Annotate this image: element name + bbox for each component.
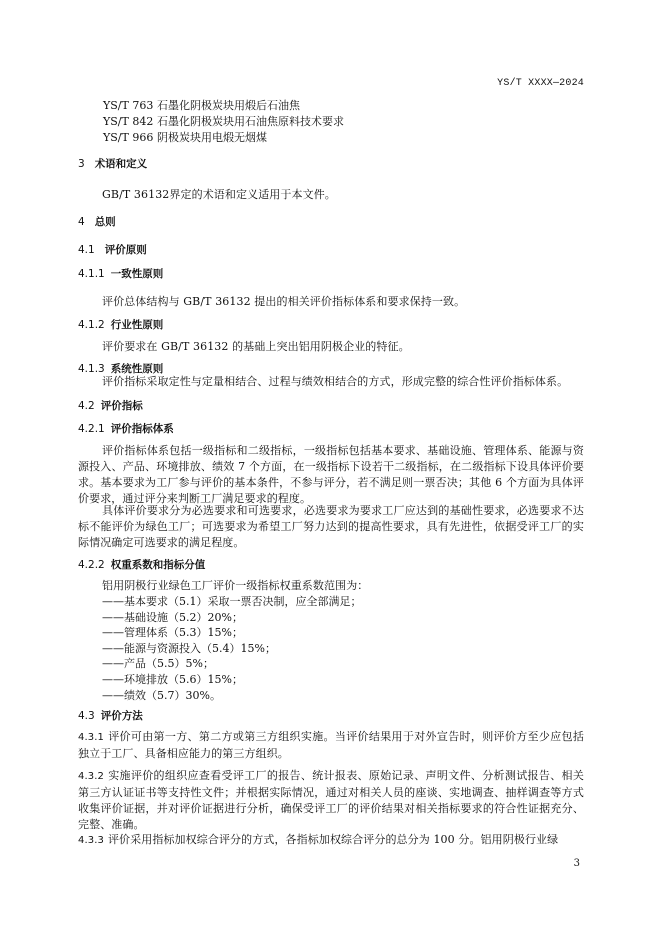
section-number: 4.2 bbox=[78, 400, 95, 412]
section-number: 4.3.2 bbox=[78, 771, 104, 782]
reference-item bbox=[103, 98, 344, 114]
section-number: 4.3.3 bbox=[78, 835, 104, 846]
reference-code: YS/T 966 bbox=[103, 131, 154, 144]
section-number: 4.2.1 bbox=[78, 423, 105, 435]
section-4-heading bbox=[78, 214, 584, 230]
list-item: ——能源与资源投入（5.4）15%； bbox=[102, 641, 276, 655]
section-4-3-1-paragraph bbox=[78, 729, 584, 762]
weight-list bbox=[102, 594, 362, 703]
section-4-3-heading bbox=[78, 708, 584, 724]
section-4-2-1-paragraph-2: 具体评价要求分为必选要求和可选要求，必选要求为要求工厂应达到的基础性要求，必选要求不达标不能评价为绿色工厂；可选要求为希望工厂努力达到的提高性要求，具有先进性，依据受评工厂的实际情况确定可选要求的满足程度。 bbox=[78, 504, 584, 549]
section-4-1-2-body: 评价要求在 GB/T 36132 的基础上突出铝用阴极企业的特征。 bbox=[102, 340, 410, 353]
page-number: 3 bbox=[573, 858, 580, 869]
reference-code: YS/T 763 bbox=[103, 99, 154, 112]
section-4-1-heading bbox=[78, 242, 584, 258]
reference-title: 石墨化阴极炭块用煅后石油焦 bbox=[157, 99, 300, 112]
section-4-1-1-body: 评价总体结构与 GB/T 36132 提出的相关评价指标体系和要求保持一致。 bbox=[102, 295, 466, 308]
paragraph-text: 实施评价的组织应查看受评工厂的报告、统计报表、原始记录、声明文件、分析测试报告、相关第三方认证证书等支持性文件；并根据实际情况，通过对相关人员的座谈、实地调查、抽样调查等方式收集评价证据，并对评价证据进行分析，确保受评工厂的评价结果对相关指标要求的符合性证据充分、完整、准确。 bbox=[78, 769, 584, 831]
section-title: 系统性原则 bbox=[110, 363, 164, 375]
section-title: 术语和定义 bbox=[94, 158, 148, 170]
section-number: 4 bbox=[78, 216, 85, 228]
paragraph-text: 评价可由第一方、第二方或第三方组织实施。当评价结果用于对外宣告时，则评价方至少应包括独立于工厂、具备相应能力的第三方组织。 bbox=[78, 730, 584, 760]
weight-intro: 铝用阴极行业绿色工厂评价一级指标权重系数范围为： bbox=[102, 579, 369, 592]
section-4-1-2-heading bbox=[78, 317, 584, 333]
section-title: 权重系数和指标分值 bbox=[110, 559, 206, 571]
section-number: 4.3 bbox=[78, 710, 95, 722]
section-title: 一致性原则 bbox=[110, 268, 164, 280]
section-number: 3 bbox=[78, 158, 85, 170]
reference-code: YS/T 842 bbox=[103, 115, 154, 128]
list-item: ——绩效（5.7）30%。 bbox=[102, 688, 221, 702]
reference-title: 石墨化阴极炭块用石油焦原料技术要求 bbox=[157, 115, 344, 128]
reference-item bbox=[103, 130, 344, 146]
section-4-2-1-paragraph-1: 评价指标体系包括一级指标和二级指标，一级指标包括基本要求、基础设施、管理体系、能源与资源投入、产品、环境排放、绩效 7 个方面，在一级指标下设若干二级指标，在二级指标下设具体评价要求。基本要求为工厂参与评价的基本条件，不参与评分，若不满足则一票否决；其他 6 个方面为具体评价要求，通过评分来判断工厂满足要求的程度。 bbox=[78, 444, 584, 505]
reference-item bbox=[103, 114, 344, 130]
section-3-heading bbox=[78, 156, 584, 172]
section-4-1-3-body: 评价指标采取定性与定量相结合、过程与绩效相结合的方式，形成完整的综合性评价指标体系。 bbox=[102, 375, 569, 388]
section-4-3-3-paragraph bbox=[78, 832, 584, 849]
section-number: 4.2.2 bbox=[78, 559, 105, 571]
section-4-2-2-heading bbox=[78, 557, 584, 573]
document-code-header: YS/T XXXX—2024 bbox=[497, 78, 584, 89]
normative-reference-list bbox=[103, 98, 344, 146]
section-3-body: GB/T 36132界定的术语和定义适用于本文件。 bbox=[102, 188, 336, 201]
list-item: ——产品（5.5）5%； bbox=[102, 657, 214, 671]
section-number: 4.1 bbox=[78, 244, 95, 256]
section-number: 4.1.1 bbox=[78, 268, 105, 280]
paragraph-text: 评价采用指标加权综合评分的方式，各指标加权综合评分的总分为 100 分。铝用阴极行业绿 bbox=[107, 833, 559, 846]
section-title: 评价指标 bbox=[100, 400, 143, 412]
section-title: 评价指标体系 bbox=[110, 423, 174, 435]
section-4-2-heading bbox=[78, 398, 584, 414]
list-item: ——环境排放（5.6）15%； bbox=[102, 672, 243, 686]
list-item: ——管理体系（5.3）15%； bbox=[102, 626, 243, 640]
list-item: ——基础设施（5.2）20%； bbox=[102, 610, 243, 624]
section-number: 4.1.2 bbox=[78, 319, 105, 331]
section-4-2-1-heading bbox=[78, 421, 584, 437]
section-4-1-1-heading bbox=[78, 266, 584, 282]
section-title: 总则 bbox=[94, 216, 116, 228]
section-title: 评价原则 bbox=[104, 244, 147, 256]
section-number: 4.1.3 bbox=[78, 363, 105, 375]
section-number: 4.3.1 bbox=[78, 732, 104, 743]
section-4-3-2-paragraph bbox=[78, 768, 584, 833]
section-title: 行业性原则 bbox=[110, 319, 164, 331]
reference-title: 阴极炭块用电煅无烟煤 bbox=[157, 131, 267, 144]
section-title: 评价方法 bbox=[100, 710, 143, 722]
list-item: ——基本要求（5.1）采取一票否决制，应全部满足； bbox=[102, 595, 362, 608]
